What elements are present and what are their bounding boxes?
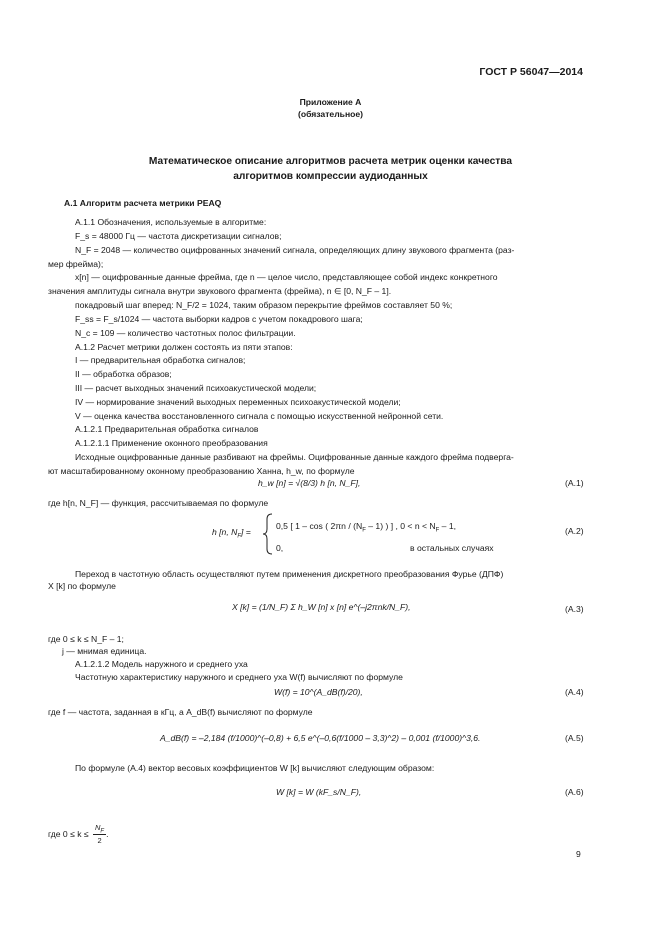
document-title-line2: алгоритмов компрессии аудиоданных — [233, 171, 428, 182]
equation-a6-number: (А.6) — [565, 787, 584, 797]
body-line: где h[n, N_F] — функция, рассчитываемая по формуле — [48, 498, 269, 508]
body-line: X [k] по формуле — [48, 581, 116, 591]
body-line: А.1.1 Обозначения, используемые в алгоритме: — [75, 217, 267, 227]
section-heading: А.1 Алгоритм расчета метрики PEAQ — [64, 198, 222, 208]
body-line: По формуле (А.4) вектор весовых коэффициентов W [k] вычисляют следующим образом: — [75, 763, 435, 773]
body-line: А.1.2.1 Предварительная обработка сигналов — [75, 424, 259, 434]
equation-a3 — [232, 602, 411, 612]
body-line: А.1.2.1.1 Применение оконного преобразования — [75, 438, 268, 448]
body-line: значения амплитуды сигнала внутри звукового фрагмента (фрейма), n ∈ [0, N_F – 1]. — [48, 286, 392, 296]
equation-a3-number: (А.3) — [565, 604, 584, 614]
equation-a1 — [258, 478, 360, 488]
equation-a4-text: W(f) = 10^(A_dB(f)/20), — [274, 687, 363, 697]
equation-a5-number: (А.5) — [565, 733, 584, 743]
body-line: II — обработка образов; — [75, 369, 172, 379]
appendix-title: Приложение А — [299, 97, 362, 107]
equation-a6 — [276, 787, 361, 797]
left-brace-icon — [262, 513, 274, 555]
page-number: 9 — [576, 849, 581, 859]
body-line: x[n] — оцифрованные данные фрейма, где n — целое число, представляющее собой индекс конкретного — [75, 272, 498, 282]
body-line: N_c = 109 — количество частотных полос фильтрации. — [75, 328, 296, 338]
body-line: где f — частота, заданная в кГц, а A_dB(f) вычисляют по формуле — [48, 707, 313, 717]
equation-a6-text: W [k] = W (kF_s/N_F), — [276, 787, 362, 797]
equation-a5 — [160, 733, 480, 743]
appendix-status: (обязательное) — [297, 109, 364, 119]
body-line: N_F = 2048 — количество оцифрованных значений сигнала, определяющих длину звукового фрагмента (раз- — [75, 245, 515, 255]
body-line: F_ss = F_s/1024 — частота выборки кадров с учетом покадрового шага; — [75, 314, 363, 324]
standard-number: ГОСТ Р 56047—2014 — [479, 66, 583, 78]
body-line: где 0 ≤ k ≤ N_F – 1; — [48, 634, 124, 644]
body-line: А.1.2.1.2 Модель наружного и среднего уха — [75, 659, 248, 669]
body-line: V — оценка качества восстановленного сигнала с помощью искусственной нейронной сети. — [75, 411, 444, 421]
fraction-nf-over-2: $\frac{N_F}{2}$ — [95, 823, 105, 845]
document-title-line1: Математическое описание алгоритмов расчета метрик оценки качества — [148, 156, 513, 167]
body-line: покадровый шаг вперед: N_F/2 = 1024, таким образом перекрытие фреймов составляет 50 %; — [75, 300, 453, 310]
body-line-text: где 0 ≤ k ≤ — [48, 828, 89, 839]
equation-a5-text: A_dB(f) = –2,184 (f/1000)^(–0,8) + 6,5 e^(–0,6(f/1000 – 3,3)^2) – 0,001 (f/1000)^3,6. — [160, 733, 481, 743]
equation-a2-case2: 0, — [276, 543, 284, 553]
equation-a2 — [212, 513, 552, 555]
body-line: Переход в частотную область осуществляют путем применения дискретного преобразования Фурье (ДПФ) — [75, 569, 504, 579]
equation-a2-otherwise: в остальных случаях — [410, 543, 494, 553]
equation-a1-text: h_w [n] = √(8/3) h [n, N_F], — [258, 478, 361, 488]
body-line: мер фрейма); — [48, 259, 104, 269]
equation-a2-case1: 0,5 [ 1 – cos ( $2\pi n / (N_F - 1)$ ) ] , $0 < n < N_F - 1$, — [276, 521, 457, 534]
body-line: IV — нормирование значений выходных переменных психоакустической модели; — [75, 397, 401, 407]
body-line: j — мнимая единица. — [62, 646, 147, 656]
equation-a1-number: (А.1) — [565, 478, 584, 488]
body-line: Исходные оцифрованные данные разбивают на фреймы. Оцифрованные данные каждого фрейма подверга- — [75, 452, 514, 462]
body-line: ют масштабированному оконному преобразованию Ханна, h_w, по формуле — [48, 466, 355, 476]
body-line: III — расчет выходных значений психоакустической модели; — [75, 383, 317, 393]
body-line: где 0 ≤ k ≤ $\frac{N_F}{2}$ . — [48, 823, 109, 845]
equation-a4-number: (А.4) — [565, 687, 584, 697]
equation-a2-lhs: h [n, $N_F$] = — [212, 527, 251, 540]
equation-a3-text: X [k] = (1/N_F) Σ h_W [n] x [n] e^(–j2πnk/N_F), — [232, 602, 411, 612]
body-line: Частотную характеристику наружного и среднего уха W(f) вычисляют по формуле — [75, 672, 403, 682]
body-line: А.1.2 Расчет метрики должен состоять из пяти этапов: — [75, 342, 293, 352]
equation-a4 — [274, 687, 363, 697]
body-line: I — предварительная обработка сигналов; — [75, 355, 246, 365]
body-line: F_s = 48000 Гц — частота дискретизации сигналов; — [75, 231, 282, 241]
equation-a2-number: (А.2) — [565, 526, 584, 536]
